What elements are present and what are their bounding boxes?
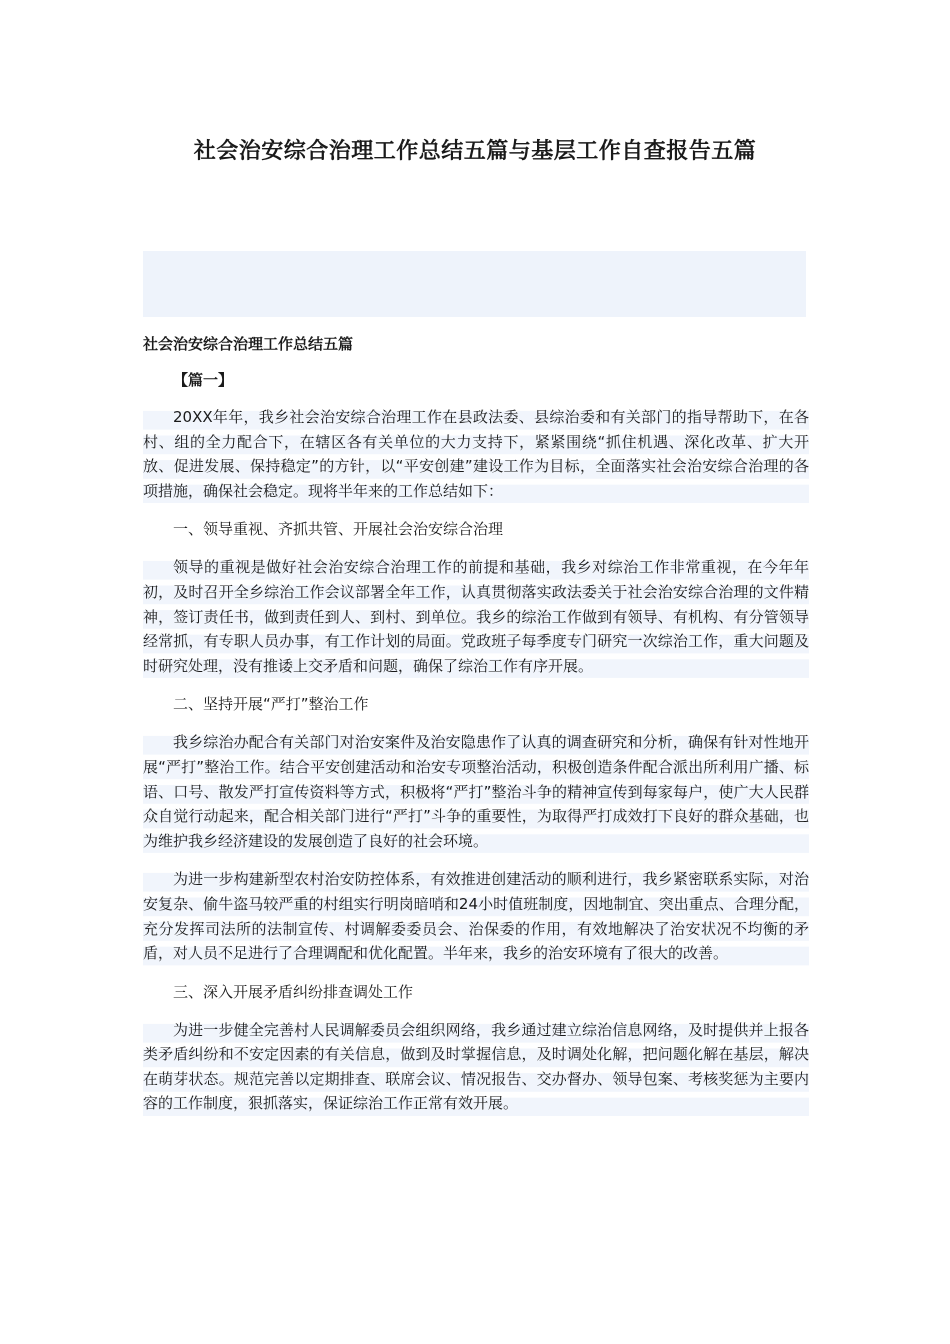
paragraph: 20XX年年，我乡社会治安综合治理工作在县政法委、县综治委和有关部门的指导帮助下，在各村、组的全力配合下，在辖区各有关单位的大力支持下，紧紧围绕“抓住机遇、深化改革、扩大开放、促进发展、保持稳定”的方针，以“平安创建”建设工作为目标，全面落实社会治安综合治理的各项措施，确保社会稳定。现将半年来的工作总结如下： bbox=[143, 405, 809, 503]
subheading: 一、领导重视、齐抓共管、开展社会治安综合治理 bbox=[173, 520, 504, 539]
paragraph: 领导的重视是做好社会治安综合治理工作的前提和基础，我乡对综治工作非常重视，在今年年初，及时召开全乡综治工作会议部署全年工作，认真贯彻落实政法委关于社会治安综合治理的文件精神，签订责任书，做到责任到人、到村、到单位。我乡的综治工作做到有领导、有机构、有分管领导经常抓，有专职人员办事，有工作计划的局面。党政班子每季度专门研究一次综治工作，重大问题及时研究处理，没有推诿上交矛盾和问题，确保了综治工作有序开展。 bbox=[143, 555, 809, 678]
section-heading: 社会治安综合治理工作总结五篇 bbox=[143, 335, 354, 353]
subheading: 三、深入开展矛盾纠纷排查调处工作 bbox=[173, 982, 414, 1001]
banner-box bbox=[143, 251, 806, 317]
part-label: 【篇一】 bbox=[173, 371, 234, 389]
paragraph: 我乡综治办配合有关部门对治安案件及治安隐患作了认真的调查研究和分析，确保有针对性地开展“严打”整治工作。结合平安创建活动和治安专项整治活动，积极创造条件配合派出所利用广播、标语、口号、散发严打宣传资料等方式，积极将“严打”整治斗争的精神宣传到每家每户，使广大人民群众自觉行动起来，配合相关部门进行“严打”斗争的重要性，为取得严打成效打下良好的群众基础，也为维护我乡经济建设的发展创造了良好的社会环境。 bbox=[143, 730, 809, 853]
paragraph: 为进一步构建新型农村治安防控体系，有效推进创建活动的顺利进行，我乡紧密联系实际，对治安复杂、偷牛盗马较严重的村组实行明岗暗哨和24小时值班制度，因地制宜、突出重点、合理分配，充分发挥司法所的法制宣传、村调解委委员会、治保委的作用，有效地解决了治安状况不均衡的矛盾，对人员不足进行了合理调配和优化配置。半年来，我乡的治安环境有了很大的改善。 bbox=[143, 867, 809, 965]
page-title: 社会治安综合治理工作总结五篇与基层工作自查报告五篇 bbox=[193, 139, 757, 164]
paragraph: 为进一步健全完善村人民调解委员会组织网络，我乡通过建立综治信息网络，及时提供并上报各类矛盾纠纷和不安定因素的有关信息，做到及时掌握信息，及时调处化解，把问题化解在基层，解决在萌芽状态。规范完善以定期排查、联席会议、情况报告、交办督办、领导包案、考核奖惩为主要内容的工作制度，狠抓落实，保证综治工作正常有效开展。 bbox=[143, 1018, 809, 1116]
document-body bbox=[143, 331, 809, 1130]
subheading: 二、坚持开展“严打”整治工作 bbox=[173, 695, 369, 714]
